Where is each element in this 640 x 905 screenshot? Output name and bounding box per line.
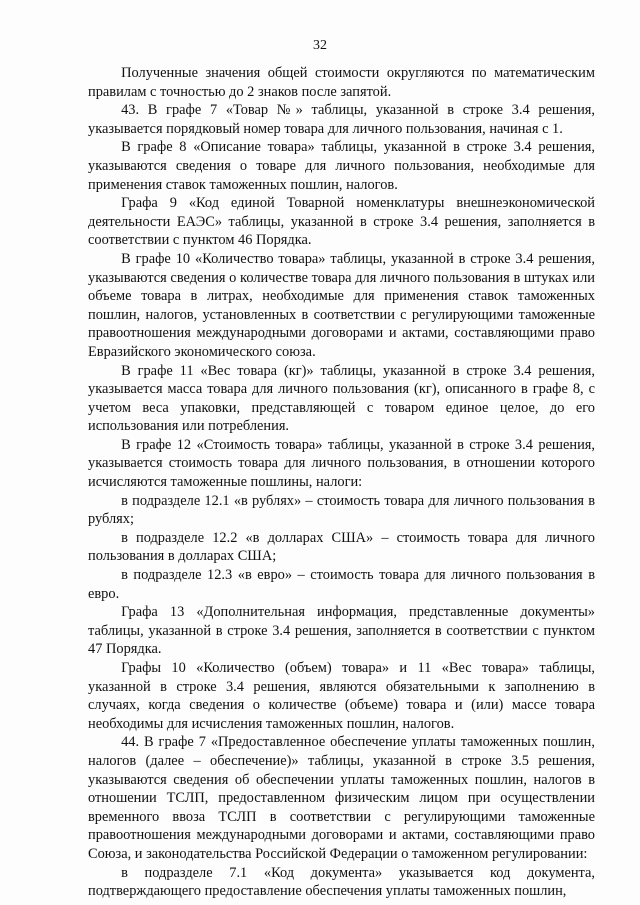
- paragraph: Графа 13 «Дополнительная информация, представленные документы» таблицы, указанной в строке 3.4 решения, заполняется в соответствии с пунктом 47 Порядка.: [88, 604, 595, 658]
- paragraph: Графа 9 «Код единой Товарной номенклатуры внешнеэкономической деятельности ЕАЭС» таблицы, указанной в строке 3.4 решения, заполняется в соответствии с пунктом 46 Порядка.: [88, 195, 595, 249]
- document-body: [88, 64, 595, 901]
- paragraph: Графы 10 «Количество (объем) товара» и 11 «Вес товара» таблицы, указанной в строке 3.4 решения, являются обязательными к заполнению в случаях, когда сведения о количестве (объеме) товара и (или) массе товара необходимы для исчисления таможенных пошлин, налогов.: [88, 660, 595, 732]
- paragraph: 44. В графе 7 «Предоставленное обеспечение уплаты таможенных пошлин, налогов (далее – обеспечение)» таблицы, указанной в строке 3.5 решения, указываются сведения об обеспечении уплаты таможенных пошлин, налогов в отношении ТСЛП, предоставленном физическим лицом при осуществлении временного ввоза ТСЛП в соответствии с регулирующими таможенные правоотношения международными договорами и актами, составляющими право Союза, и законодательства Российской Федерации о таможенном регулировании:: [88, 734, 595, 862]
- paragraph: В графе 11 «Вес товара (кг)» таблицы, указанной в строке 3.4 решения, указывается масса товара для личного пользования (кг), описанного в графе 8, с учетом веса упаковки, представляющей с товаром единое целое, до его использования или потребления.: [88, 362, 595, 435]
- paragraph: В графе 8 «Описание товара» таблицы, указанной в строке 3.4 решения, указываются сведения о товаре для личного пользования, необходимые для применения ставок таможенных пошлин, налогов.: [88, 139, 595, 193]
- paragraph: В графе 10 «Количество товара» таблицы, указанной в строке 3.4 решения, указываются сведения о количестве товара для личного пользования в штуках или объеме товара в литрах, необходимые для применения ставок таможенных пошлин, налогов, установленных в соответствии с регулирующими таможенные правоотношения международными договорами и актами, составляющими право Евразийского экономического союза.: [88, 250, 595, 360]
- paragraph: в подразделе 12.2 «в долларах США» – стоимость товара для личного пользования в долларах США;: [88, 529, 595, 565]
- paragraph: 43. В графе 7 «Товар №» таблицы, указанной в строке 3.4 решения, указывается порядковый номер товара для личного пользования, начиная с 1.: [88, 102, 595, 137]
- paragraph: в подразделе 7.1 «Код документа» указывается код документа, подтверждающего предоставление обеспечения уплаты таможенных пошлин,: [88, 864, 595, 900]
- paragraph: Полученные значения общей стоимости округляются по математическим правилам с точностью до 2 знаков после запятой.: [88, 65, 595, 100]
- paragraph: в подразделе 12.1 «в рублях» – стоимость товара для личного пользования в рублях;: [88, 492, 595, 528]
- page-number: 32: [313, 38, 327, 53]
- paragraph: В графе 12 «Стоимость товара» таблицы, указанной в строке 3.4 решения, указывается стоимость товара для личного пользования, в отношении которого исчисляются таможенные пошлины, налоги:: [88, 436, 595, 491]
- paragraph: в подразделе 12.3 «в евро» – стоимость товара для личного пользования в евро.: [88, 567, 595, 602]
